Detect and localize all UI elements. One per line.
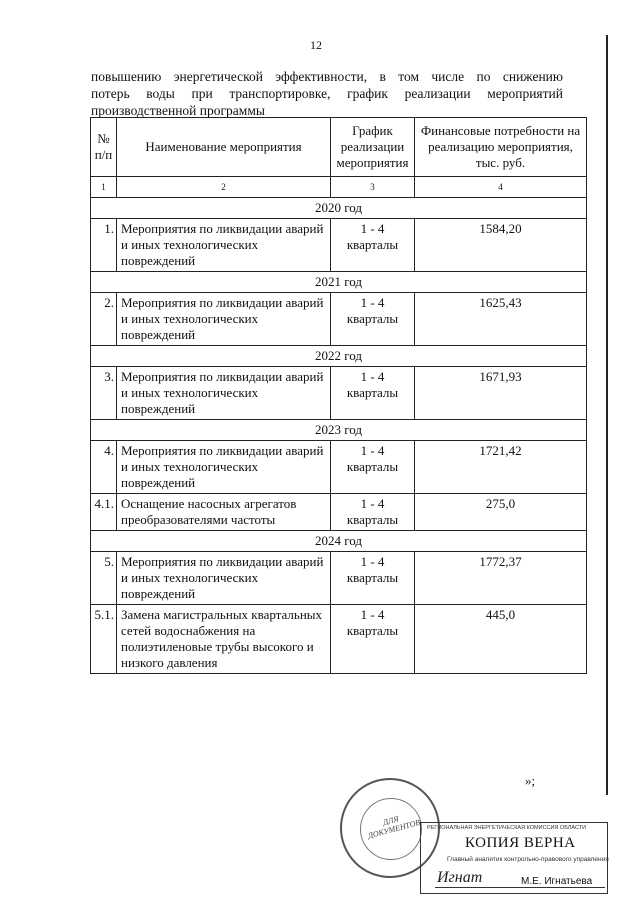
amount-cell: 445,0 <box>415 605 587 674</box>
row-number: 4. <box>91 441 117 494</box>
year-row <box>91 420 587 441</box>
table-row <box>91 219 587 272</box>
header-number: № п/п <box>91 118 117 177</box>
table-row <box>91 367 587 420</box>
amount-cell: 1772,37 <box>415 552 587 605</box>
schedule-cell: 1 - 4 кварталы <box>331 494 415 531</box>
year-row <box>91 346 587 367</box>
schedule-cell: 1 - 4 кварталы <box>331 367 415 420</box>
measure-name: Мероприятия по ликвидации аварий и иных технологических повреждений <box>117 441 331 494</box>
column-number: 1 <box>91 177 117 198</box>
year-row <box>91 272 587 293</box>
row-number: 3. <box>91 367 117 420</box>
measure-name: Оснащение насосных агрегатов преобразователями частоты <box>117 494 331 531</box>
year-label: 2023 год <box>91 420 587 441</box>
intro-paragraph <box>91 68 563 119</box>
year-label: 2024 год <box>91 531 587 552</box>
row-number: 1. <box>91 219 117 272</box>
certified-copy-stamp <box>420 822 608 894</box>
row-number: 5. <box>91 552 117 605</box>
column-number-row <box>91 177 587 198</box>
schedule-cell: 1 - 4 кварталы <box>331 219 415 272</box>
column-number: 4 <box>415 177 587 198</box>
table-row <box>91 293 587 346</box>
year-label: 2021 год <box>91 272 587 293</box>
measure-name: Замена магистральных квартальных сетей водоснабжения на полиэтиленовые трубы высокого и низкого давления <box>117 605 331 674</box>
program-table <box>90 117 587 674</box>
table-row <box>91 494 587 531</box>
signer-name: М.Е. Игнатьева <box>521 876 593 887</box>
year-label: 2022 год <box>91 346 587 367</box>
intro-line: производственной программы <box>91 103 265 118</box>
seal-text: ДЛЯ ДОКУМЕНТОВ <box>366 814 422 841</box>
measure-name: Мероприятия по ликвидации аварий и иных технологических повреждений <box>117 219 331 272</box>
year-label: 2020 год <box>91 198 587 219</box>
year-row <box>91 531 587 552</box>
intro-line: потерь воды при транспортировке, график реализации мероприятий <box>91 86 563 101</box>
header-finance: Финансовые потребности на реализацию мероприятия, тыс. руб. <box>415 118 587 177</box>
schedule-cell: 1 - 4 кварталы <box>331 605 415 674</box>
row-number: 4.1. <box>91 494 117 531</box>
amount-cell: 1721,42 <box>415 441 587 494</box>
year-row <box>91 198 587 219</box>
schedule-cell: 1 - 4 кварталы <box>331 441 415 494</box>
column-number: 3 <box>331 177 415 198</box>
page-edge-rule <box>606 35 608 795</box>
closing-quote: »; <box>525 773 536 788</box>
header-name: Наименование мероприятия <box>117 118 331 177</box>
column-number: 2 <box>117 177 331 198</box>
amount-cell: 1671,93 <box>415 367 587 420</box>
schedule-cell: 1 - 4 кварталы <box>331 552 415 605</box>
amount-cell: 1584,20 <box>415 219 587 272</box>
table-header-row <box>91 118 587 177</box>
amount-cell: 275,0 <box>415 494 587 531</box>
measure-name: Мероприятия по ликвидации аварий и иных технологических повреждений <box>117 552 331 605</box>
schedule-cell: 1 - 4 кварталы <box>331 293 415 346</box>
signature-line <box>435 887 605 888</box>
page-number: 12 <box>310 38 322 52</box>
table-row <box>91 605 587 674</box>
row-number: 2. <box>91 293 117 346</box>
stamp-organization: РЕГИОНАЛЬНАЯ ЭНЕРГЕТИЧЕСКАЯ КОМИССИЯ ОБЛАСТИ <box>427 825 587 831</box>
stamp-role: Главный аналитик контрольно-правового управления <box>447 856 609 863</box>
table-row <box>91 441 587 494</box>
measure-name: Мероприятия по ликвидации аварий и иных технологических повреждений <box>117 367 331 420</box>
table-row <box>91 552 587 605</box>
row-number: 5.1. <box>91 605 117 674</box>
header-schedule: График реализации мероприятия <box>331 118 415 177</box>
stamp-title: КОПИЯ ВЕРНА <box>465 835 576 851</box>
amount-cell: 1625,43 <box>415 293 587 346</box>
handwritten-signature: Игнат <box>437 869 483 886</box>
intro-line: повышению энергетической эффективности, в том числе по снижению <box>91 69 563 84</box>
measure-name: Мероприятия по ликвидации аварий и иных технологических повреждений <box>117 293 331 346</box>
